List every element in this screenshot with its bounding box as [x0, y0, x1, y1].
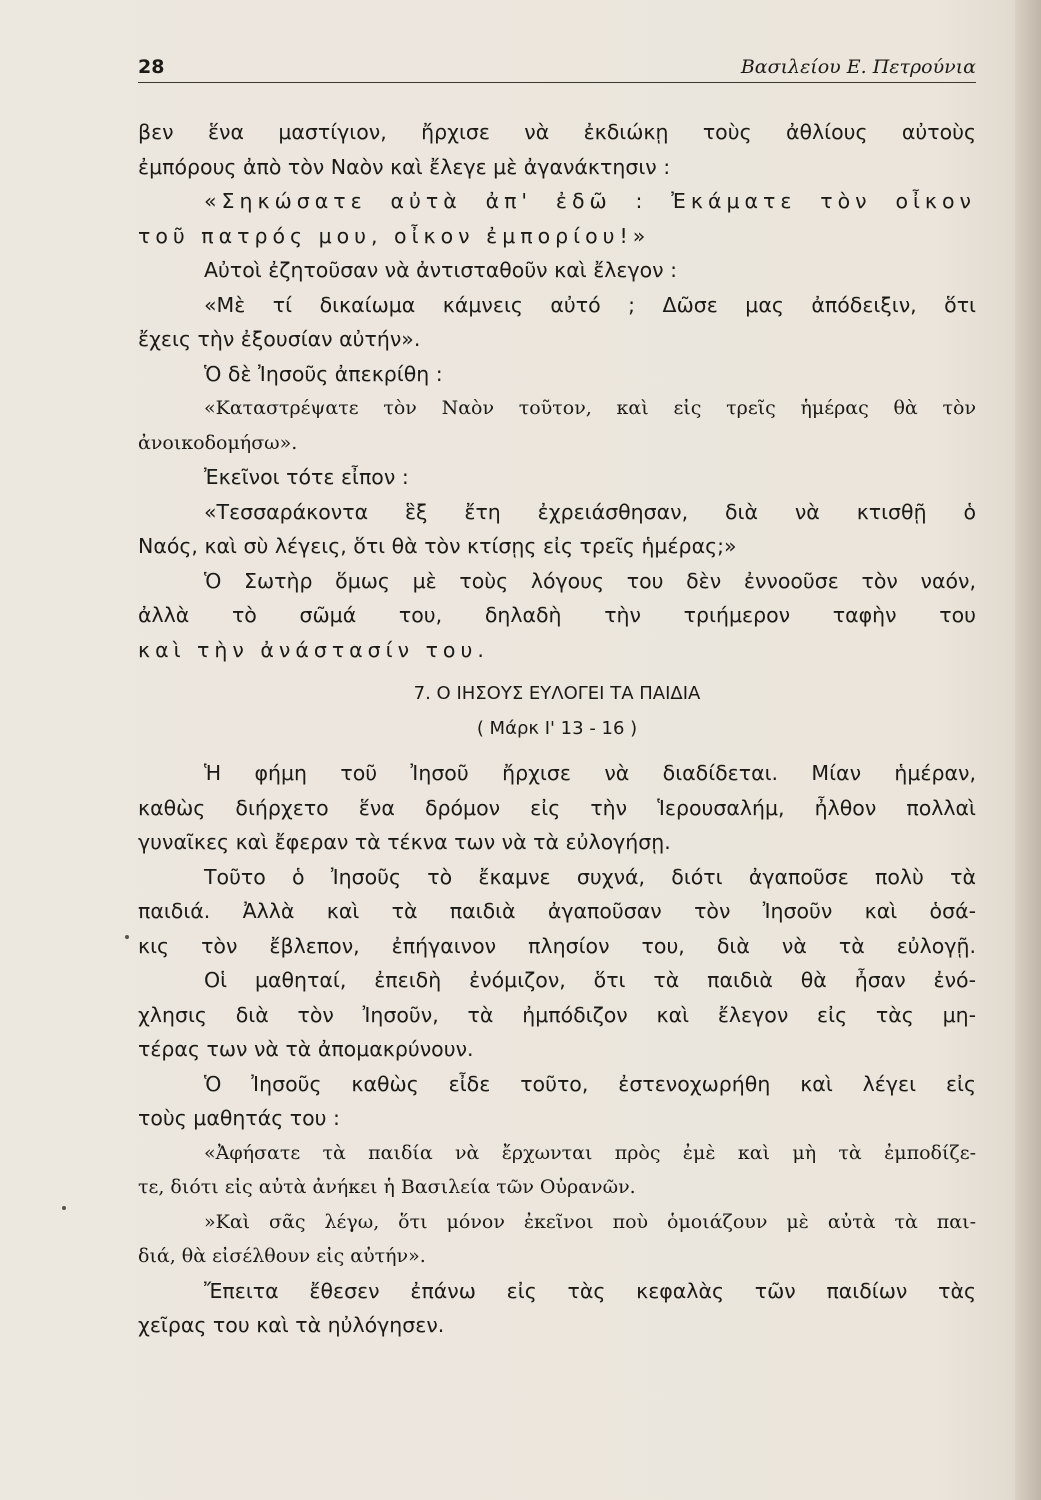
- text-line: καὶ τὴν ἀνάστασίν του.: [138, 637, 489, 662]
- text-line: ἀλλὰ τὸ σῶμά του, δηλαδὴ τὴν τριήμερον ταφὴν του: [138, 603, 976, 627]
- text-line: ἐμπόρους ἀπὸ τὸν Ναὸν καὶ ἔλεγε μὲ ἀγανάκτησιν :: [138, 154, 671, 179]
- text-line: βεν ἕνα μαστίγιον, ἤρχισε νὰ ἐκδιώκῃ τοὺς ἀθλίους αὐτοὺς: [138, 120, 976, 144]
- text-line: Ἡ φήμη τοῦ Ἰησοῦ ἤρχισε νὰ διαδίδεται. Μίαν ἡμέραν,: [204, 761, 976, 785]
- page-text: [138, 115, 976, 1343]
- text-line: «Καταστρέψατε τὸν Ναὸν τοῦτον, καὶ εἰς τρεῖς ἡμέρας θὰ τὸν: [204, 397, 976, 419]
- text-line: γυναῖκες καὶ ἔφεραν τὰ τέκνα των νὰ τὰ εὐλογήσῃ.: [138, 830, 671, 854]
- text-line: χεῖρας του καὶ τὰ ηὐλόγησεν.: [138, 1313, 445, 1337]
- text-line: «Ἀφήσατε τὰ παιδία νὰ ἔρχωνται πρὸς ἐμὲ καὶ μὴ τὰ ἐμποδίζε-: [204, 1141, 976, 1164]
- text-block-2: [138, 756, 976, 1343]
- text-line: Ἔπειτα ἔθεσεν ἐπάνω εἰς τὰς κεφαλὰς τῶν παιδίων τὰς: [204, 1278, 976, 1303]
- text-line: Τοῦτο ὁ Ἰησοῦς τὸ ἔκαμνε συχνά, διότι ἀγαποῦσε πολὺ τὰ: [204, 864, 976, 889]
- text-line: »Καὶ σᾶς λέγω, ὅτι μόνον ἐκεῖνοι ποὺ ὁμοιάζουν μὲ αὐτὰ τὰ παι-: [204, 1210, 976, 1233]
- text-line: Ναός, καὶ σὺ λέγεις, ὅτι θὰ τὸν κτίσῃς εἰς τρεῖς ἡμέρας;»: [138, 534, 737, 558]
- text-line: χλησις διὰ τὸν Ἰησοῦν, τὰ ἠμπόδιζον καὶ ἔλεγον εἰς τὰς μη-: [138, 1002, 976, 1027]
- page-spine-shadow: [1015, 0, 1041, 1500]
- text-line: Αὐτοὶ ἐζητοῦσαν νὰ ἀντισταθοῦν καὶ ἔλεγον :: [204, 258, 678, 282]
- text-line: τοὺς μαθητάς του :: [138, 1106, 340, 1130]
- text-line: Ὁ δὲ Ἰησοῦς ἀπεκρίθη :: [204, 361, 443, 386]
- text-line: «Τεσσαράκοντα ἓξ ἔτη ἐχρειάσθησαν, διὰ νὰ κτισθῇ ὁ: [204, 499, 976, 524]
- text-line: κις τὸν ἔβλεπον, ἐπήγαινον πλησίον του, διὰ νὰ τὰ εὐλογῇ.: [138, 933, 976, 958]
- text-line: Ἐκεῖνοι τότε εἶπον :: [204, 465, 409, 489]
- text-block-1: [138, 115, 976, 667]
- text-line: ἔχεις τὴν ἐξουσίαν αὐτήν».: [138, 327, 421, 351]
- text-line: τέρας των νὰ τὰ ἀπομακρύνουν.: [138, 1037, 474, 1061]
- text-line: «Μὲ τί δικαίωμα κάμνεις αὐτό ; Δῶσε μας ἀπόδειξιν, ὅτι: [204, 292, 976, 317]
- text-line: Ὁ Σωτὴρ ὅμως μὲ τοὺς λόγους του δὲν ἐννοοῦσε τὸν ναόν,: [204, 568, 976, 593]
- text-line: «Σηκώσατε αὐτὰ ἀπ' ἐδῶ : Ἐκάματε τὸν οἶκον: [204, 189, 976, 213]
- header-rule: [138, 82, 976, 83]
- text-line: τοῦ πατρός μου, οἶκον ἐμπορίου!»: [138, 223, 651, 248]
- text-line: ἀνοικοδομήσω».: [138, 431, 298, 454]
- text-line: παιδιά. Ἀλλὰ καὶ τὰ παιδιὰ ἀγαποῦσαν τὸν Ἰησοῦν καὶ ὁσά-: [138, 899, 976, 923]
- text-line: καθὼς διήρχετο ἕνα δρόμον εἰς τὴν Ἱερουσαλήμ, ἦλθον πολλαὶ: [138, 795, 976, 820]
- text-line: Ὁ Ἰησοῦς καθὼς εἶδε τοῦτο, ἐστενοχωρήθη καὶ λέγει εἰς: [204, 1071, 976, 1096]
- text-line: διά, θὰ εἰσέλθουν εἰς αὐτήν».: [138, 1245, 426, 1267]
- ink-speck: [125, 935, 129, 939]
- ink-speck: [62, 1206, 66, 1210]
- text-line: τε, διότι εἰς αὐτὰ ἀνήκει ἡ Βασιλεία τῶν Οὐρανῶν.: [138, 1176, 636, 1198]
- running-head: Βασιλείου Ε. Πετρούνια: [740, 56, 976, 78]
- text-line: Οἱ μαθηταί, ἐπειδὴ ἐνόμιζον, ὅτι τὰ παιδιὰ θὰ ἦσαν ἐνό-: [204, 968, 976, 992]
- section-reference: ( Μάρκ Ι' 13 - 16 ): [476, 717, 638, 739]
- page-header: [138, 52, 976, 86]
- page-number: 28: [138, 56, 165, 78]
- section-title: 7. Ο ΙΗΣΟΥΣ ΕΥΛΟΓΕΙ ΤΑ ΠΑΙΔΙΑ: [413, 683, 701, 704]
